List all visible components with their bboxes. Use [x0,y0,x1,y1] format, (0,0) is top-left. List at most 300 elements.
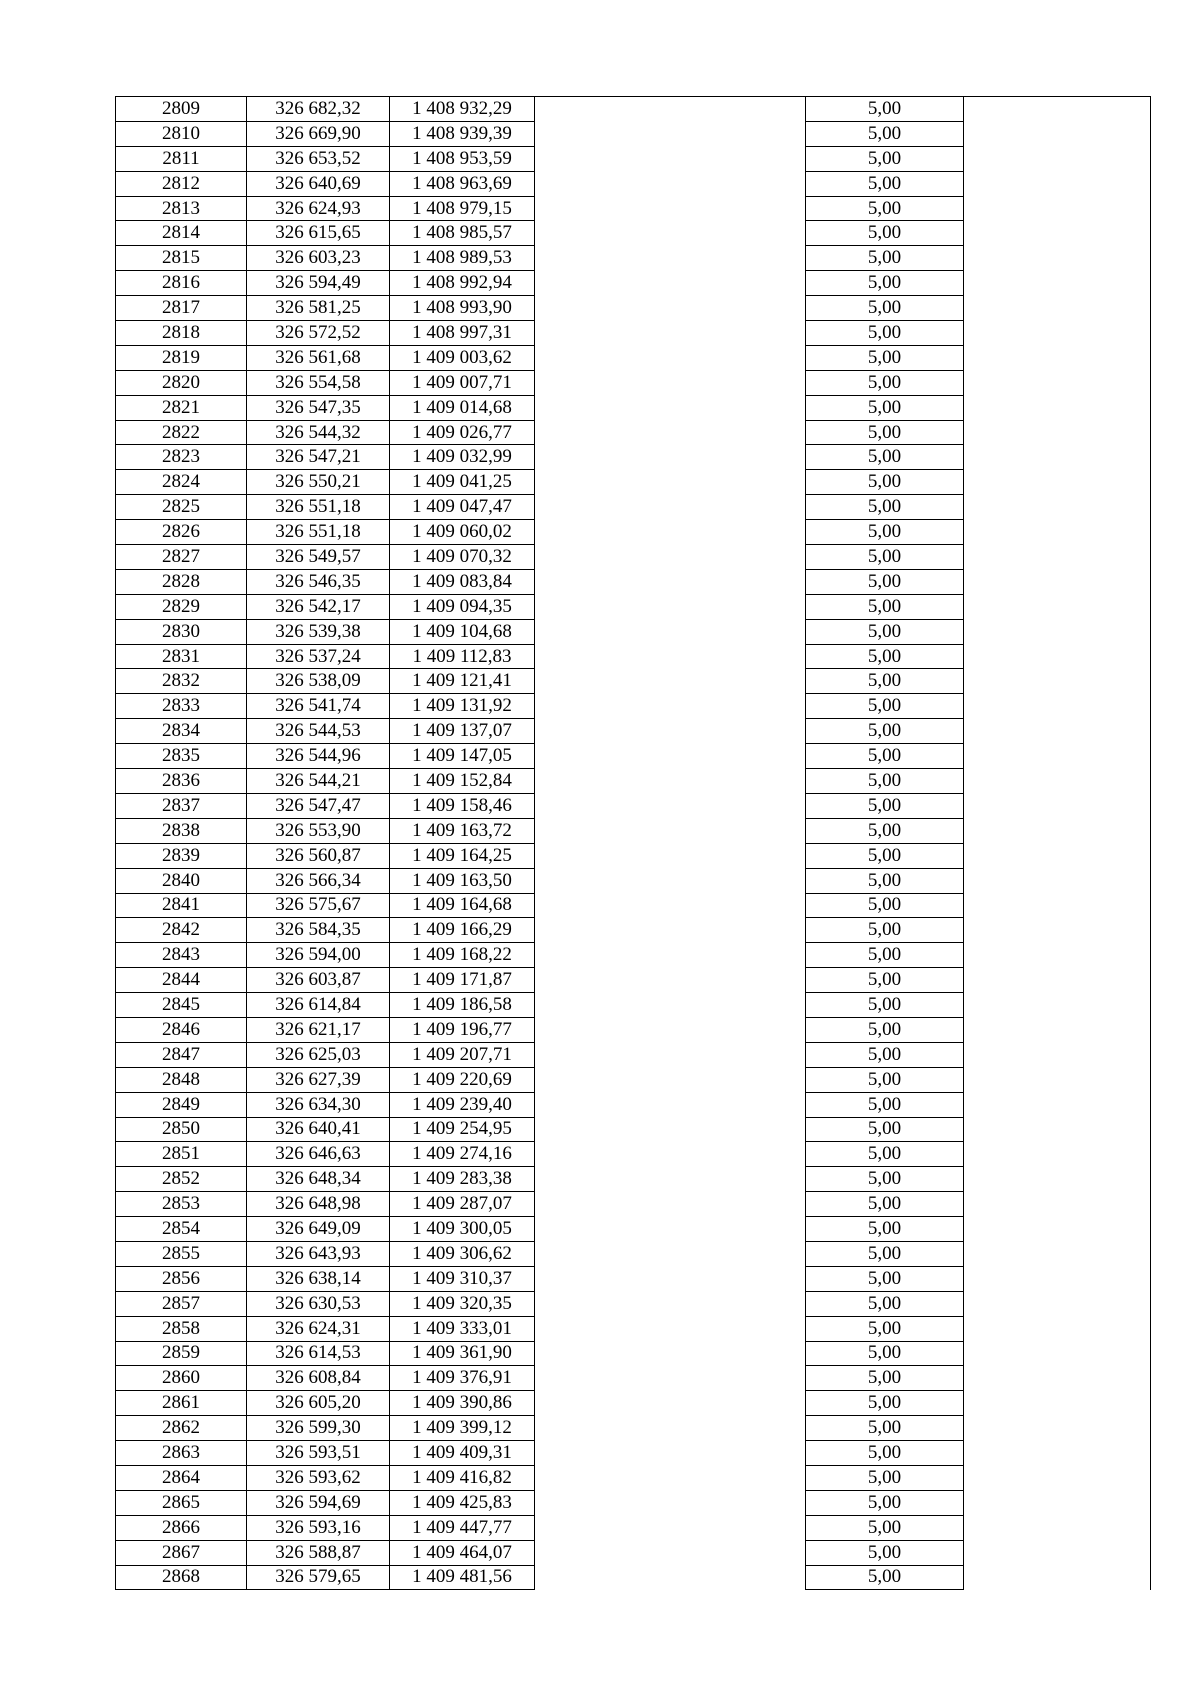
x-coordinate: 326 547,21 [247,445,390,470]
y-coordinate: 1 409 171,87 [390,968,535,993]
y-coordinate: 1 409 399,12 [390,1416,535,1441]
table-row [116,1465,1151,1490]
table-row [116,719,1151,744]
empty-cell [964,594,1151,619]
point-number: 2838 [116,818,247,843]
x-coordinate: 326 624,31 [247,1316,390,1341]
empty-cell [535,1291,806,1316]
point-number: 2849 [116,1092,247,1117]
x-coordinate: 326 588,87 [247,1540,390,1565]
y-coordinate: 1 409 320,35 [390,1291,535,1316]
x-coordinate: 326 653,52 [247,146,390,171]
table-row [116,644,1151,669]
point-number: 2834 [116,719,247,744]
y-coordinate: 1 409 168,22 [390,943,535,968]
table-row [116,793,1151,818]
table-row [116,1316,1151,1341]
empty-cell [535,993,806,1018]
empty-cell [535,1565,806,1590]
empty-cell [535,171,806,196]
accuracy-value: 5,00 [806,445,964,470]
empty-cell [964,1291,1151,1316]
table-row [116,1167,1151,1192]
table-row [116,171,1151,196]
empty-cell [964,1441,1151,1466]
table-row [116,1490,1151,1515]
table-row [116,893,1151,918]
point-number: 2812 [116,171,247,196]
table-row [116,1142,1151,1167]
x-coordinate: 326 547,35 [247,395,390,420]
x-coordinate: 326 579,65 [247,1565,390,1590]
empty-cell [535,246,806,271]
accuracy-value: 5,00 [806,1192,964,1217]
empty-cell [535,1441,806,1466]
x-coordinate: 326 553,90 [247,818,390,843]
y-coordinate: 1 409 158,46 [390,793,535,818]
y-coordinate: 1 409 047,47 [390,495,535,520]
empty-cell [964,420,1151,445]
table-row [116,1217,1151,1242]
empty-cell [535,1366,806,1391]
empty-cell [964,818,1151,843]
y-coordinate: 1 409 083,84 [390,569,535,594]
empty-cell [535,1117,806,1142]
accuracy-value: 5,00 [806,843,964,868]
x-coordinate: 326 648,98 [247,1192,390,1217]
point-number: 2819 [116,345,247,370]
table-row [116,1117,1151,1142]
y-coordinate: 1 409 104,68 [390,619,535,644]
table-row [116,669,1151,694]
empty-cell [964,1192,1151,1217]
point-number: 2845 [116,993,247,1018]
accuracy-value: 5,00 [806,1565,964,1590]
table-row [116,470,1151,495]
empty-cell [964,470,1151,495]
x-coordinate: 326 575,67 [247,893,390,918]
point-number: 2814 [116,221,247,246]
y-coordinate: 1 409 464,07 [390,1540,535,1565]
table-row [116,1540,1151,1565]
empty-cell [535,296,806,321]
table-row [116,744,1151,769]
y-coordinate: 1 408 939,39 [390,121,535,146]
empty-cell [535,196,806,221]
point-number: 2823 [116,445,247,470]
table-row [116,1017,1151,1042]
empty-cell [535,569,806,594]
accuracy-value: 5,00 [806,943,964,968]
y-coordinate: 1 409 361,90 [390,1341,535,1366]
y-coordinate: 1 409 060,02 [390,520,535,545]
y-coordinate: 1 409 220,69 [390,1067,535,1092]
x-coordinate: 326 544,32 [247,420,390,445]
empty-cell [535,1266,806,1291]
empty-cell [964,1217,1151,1242]
empty-cell [535,321,806,346]
point-number: 2841 [116,893,247,918]
y-coordinate: 1 409 207,71 [390,1042,535,1067]
y-coordinate: 1 409 152,84 [390,769,535,794]
accuracy-value: 5,00 [806,171,964,196]
empty-cell [535,97,806,122]
accuracy-value: 5,00 [806,1316,964,1341]
point-number: 2813 [116,196,247,221]
point-number: 2868 [116,1565,247,1590]
table-row [116,370,1151,395]
point-number: 2865 [116,1490,247,1515]
accuracy-value: 5,00 [806,1515,964,1540]
y-coordinate: 1 409 041,25 [390,470,535,495]
point-number: 2810 [116,121,247,146]
point-number: 2827 [116,545,247,570]
y-coordinate: 1 408 953,59 [390,146,535,171]
x-coordinate: 326 643,93 [247,1241,390,1266]
x-coordinate: 326 551,18 [247,495,390,520]
accuracy-value: 5,00 [806,1067,964,1092]
x-coordinate: 326 549,57 [247,545,390,570]
y-coordinate: 1 409 196,77 [390,1017,535,1042]
accuracy-value: 5,00 [806,1017,964,1042]
empty-cell [535,1042,806,1067]
x-coordinate: 326 649,09 [247,1217,390,1242]
accuracy-value: 5,00 [806,694,964,719]
accuracy-value: 5,00 [806,1540,964,1565]
empty-cell [535,719,806,744]
point-number: 2839 [116,843,247,868]
empty-cell [535,146,806,171]
accuracy-value: 5,00 [806,1391,964,1416]
empty-cell [964,1565,1151,1590]
accuracy-value: 5,00 [806,470,964,495]
accuracy-value: 5,00 [806,1441,964,1466]
empty-cell [535,520,806,545]
accuracy-value: 5,00 [806,495,964,520]
empty-cell [535,121,806,146]
y-coordinate: 1 409 300,05 [390,1217,535,1242]
empty-cell [535,893,806,918]
y-coordinate: 1 409 007,71 [390,370,535,395]
accuracy-value: 5,00 [806,918,964,943]
accuracy-value: 5,00 [806,370,964,395]
empty-cell [964,121,1151,146]
empty-cell [535,271,806,296]
point-number: 2848 [116,1067,247,1092]
table-row [116,569,1151,594]
x-coordinate: 326 539,38 [247,619,390,644]
empty-cell [964,1241,1151,1266]
point-number: 2852 [116,1167,247,1192]
empty-cell [964,296,1151,321]
y-coordinate: 1 409 026,77 [390,420,535,445]
x-coordinate: 326 599,30 [247,1416,390,1441]
empty-cell [964,171,1151,196]
empty-cell [964,1167,1151,1192]
table-row [116,1042,1151,1067]
table-row [116,146,1151,171]
y-coordinate: 1 409 014,68 [390,395,535,420]
y-coordinate: 1 409 070,32 [390,545,535,570]
point-number: 2866 [116,1515,247,1540]
table-row [116,1092,1151,1117]
empty-cell [964,1515,1151,1540]
accuracy-value: 5,00 [806,271,964,296]
table-row [116,818,1151,843]
empty-cell [964,1067,1151,1092]
table-row [116,868,1151,893]
point-number: 2831 [116,644,247,669]
accuracy-value: 5,00 [806,893,964,918]
point-number: 2809 [116,97,247,122]
accuracy-value: 5,00 [806,719,964,744]
accuracy-value: 5,00 [806,345,964,370]
x-coordinate: 326 584,35 [247,918,390,943]
accuracy-value: 5,00 [806,121,964,146]
point-number: 2851 [116,1142,247,1167]
y-coordinate: 1 409 094,35 [390,594,535,619]
table-row [116,594,1151,619]
accuracy-value: 5,00 [806,769,964,794]
empty-cell [535,1465,806,1490]
x-coordinate: 326 625,03 [247,1042,390,1067]
table-row [116,993,1151,1018]
point-number: 2843 [116,943,247,968]
x-coordinate: 326 541,74 [247,694,390,719]
empty-cell [964,993,1151,1018]
y-coordinate: 1 409 112,83 [390,644,535,669]
x-coordinate: 326 640,69 [247,171,390,196]
accuracy-value: 5,00 [806,744,964,769]
accuracy-value: 5,00 [806,868,964,893]
point-number: 2818 [116,321,247,346]
x-coordinate: 326 603,23 [247,246,390,271]
empty-cell [964,1540,1151,1565]
accuracy-value: 5,00 [806,818,964,843]
empty-cell [964,1092,1151,1117]
x-coordinate: 326 638,14 [247,1266,390,1291]
y-coordinate: 1 408 997,31 [390,321,535,346]
x-coordinate: 326 614,53 [247,1341,390,1366]
accuracy-value: 5,00 [806,296,964,321]
empty-cell [535,793,806,818]
accuracy-value: 5,00 [806,395,964,420]
empty-cell [964,1042,1151,1067]
accuracy-value: 5,00 [806,97,964,122]
empty-cell [535,1167,806,1192]
x-coordinate: 326 682,32 [247,97,390,122]
x-coordinate: 326 608,84 [247,1366,390,1391]
point-number: 2837 [116,793,247,818]
table-row [116,1067,1151,1092]
point-number: 2828 [116,569,247,594]
y-coordinate: 1 409 137,07 [390,719,535,744]
empty-cell [964,1465,1151,1490]
empty-cell [964,545,1151,570]
point-number: 2833 [116,694,247,719]
x-coordinate: 326 542,17 [247,594,390,619]
accuracy-value: 5,00 [806,619,964,644]
accuracy-value: 5,00 [806,1117,964,1142]
empty-cell [964,1266,1151,1291]
y-coordinate: 1 408 993,90 [390,296,535,321]
empty-cell [535,1092,806,1117]
x-coordinate: 326 640,41 [247,1117,390,1142]
x-coordinate: 326 547,47 [247,793,390,818]
point-number: 2820 [116,370,247,395]
empty-cell [964,918,1151,943]
y-coordinate: 1 408 985,57 [390,221,535,246]
y-coordinate: 1 409 254,95 [390,1117,535,1142]
point-number: 2863 [116,1441,247,1466]
table-row [116,968,1151,993]
y-coordinate: 1 409 425,83 [390,1490,535,1515]
empty-cell [964,694,1151,719]
y-coordinate: 1 409 274,16 [390,1142,535,1167]
empty-cell [964,943,1151,968]
empty-cell [964,271,1151,296]
y-coordinate: 1 409 131,92 [390,694,535,719]
empty-cell [535,1490,806,1515]
x-coordinate: 326 544,21 [247,769,390,794]
table-row [116,1441,1151,1466]
table-row [116,1241,1151,1266]
point-number: 2842 [116,918,247,943]
y-coordinate: 1 409 416,82 [390,1465,535,1490]
accuracy-value: 5,00 [806,793,964,818]
empty-cell [535,1391,806,1416]
accuracy-value: 5,00 [806,1142,964,1167]
y-coordinate: 1 409 481,56 [390,1565,535,1590]
point-number: 2862 [116,1416,247,1441]
accuracy-value: 5,00 [806,1465,964,1490]
table-row [116,694,1151,719]
empty-cell [535,1217,806,1242]
empty-cell [964,893,1151,918]
x-coordinate: 326 615,65 [247,221,390,246]
point-number: 2832 [116,669,247,694]
empty-cell [964,644,1151,669]
y-coordinate: 1 409 239,40 [390,1092,535,1117]
y-coordinate: 1 408 989,53 [390,246,535,271]
accuracy-value: 5,00 [806,1241,964,1266]
empty-cell [535,420,806,445]
empty-cell [535,943,806,968]
table-row [116,345,1151,370]
y-coordinate: 1 409 376,91 [390,1366,535,1391]
x-coordinate: 326 634,30 [247,1092,390,1117]
table-row [116,445,1151,470]
empty-cell [535,968,806,993]
table-row [116,1266,1151,1291]
empty-cell [535,619,806,644]
accuracy-value: 5,00 [806,1042,964,1067]
empty-cell [964,1416,1151,1441]
table-row [116,1291,1151,1316]
point-number: 2830 [116,619,247,644]
x-coordinate: 326 551,18 [247,520,390,545]
table-row [116,943,1151,968]
empty-cell [964,744,1151,769]
empty-cell [964,1142,1151,1167]
y-coordinate: 1 409 164,68 [390,893,535,918]
empty-cell [535,1067,806,1092]
point-number: 2854 [116,1217,247,1242]
x-coordinate: 326 646,63 [247,1142,390,1167]
table-row [116,918,1151,943]
empty-cell [535,1540,806,1565]
table-row [116,843,1151,868]
y-coordinate: 1 409 166,29 [390,918,535,943]
x-coordinate: 326 566,34 [247,868,390,893]
table-row [116,545,1151,570]
accuracy-value: 5,00 [806,246,964,271]
empty-cell [535,370,806,395]
y-coordinate: 1 409 287,07 [390,1192,535,1217]
accuracy-value: 5,00 [806,321,964,346]
x-coordinate: 326 621,17 [247,1017,390,1042]
point-number: 2835 [116,744,247,769]
empty-cell [535,594,806,619]
table-row [116,1341,1151,1366]
empty-cell [964,321,1151,346]
x-coordinate: 326 648,34 [247,1167,390,1192]
empty-cell [964,345,1151,370]
point-number: 2811 [116,146,247,171]
accuracy-value: 5,00 [806,1291,964,1316]
empty-cell [964,196,1151,221]
x-coordinate: 326 605,20 [247,1391,390,1416]
point-number: 2821 [116,395,247,420]
y-coordinate: 1 409 333,01 [390,1316,535,1341]
x-coordinate: 326 546,35 [247,569,390,594]
point-number: 2825 [116,495,247,520]
x-coordinate: 326 561,68 [247,345,390,370]
table-row [116,395,1151,420]
y-coordinate: 1 409 147,05 [390,744,535,769]
empty-cell [964,97,1151,122]
x-coordinate: 326 560,87 [247,843,390,868]
empty-cell [535,1341,806,1366]
empty-cell [964,445,1151,470]
accuracy-value: 5,00 [806,669,964,694]
empty-cell [535,1241,806,1266]
x-coordinate: 326 544,53 [247,719,390,744]
table-row [116,296,1151,321]
accuracy-value: 5,00 [806,968,964,993]
accuracy-value: 5,00 [806,1366,964,1391]
y-coordinate: 1 409 121,41 [390,669,535,694]
x-coordinate: 326 614,84 [247,993,390,1018]
point-number: 2816 [116,271,247,296]
empty-cell [964,868,1151,893]
point-number: 2855 [116,1241,247,1266]
table-row [116,1366,1151,1391]
empty-cell [535,445,806,470]
x-coordinate: 326 594,69 [247,1490,390,1515]
empty-cell [964,146,1151,171]
accuracy-value: 5,00 [806,644,964,669]
y-coordinate: 1 409 390,86 [390,1391,535,1416]
empty-cell [535,843,806,868]
y-coordinate: 1 409 163,72 [390,818,535,843]
x-coordinate: 326 594,00 [247,943,390,968]
point-number: 2817 [116,296,247,321]
empty-cell [964,520,1151,545]
accuracy-value: 5,00 [806,545,964,570]
empty-cell [964,370,1151,395]
y-coordinate: 1 409 306,62 [390,1241,535,1266]
